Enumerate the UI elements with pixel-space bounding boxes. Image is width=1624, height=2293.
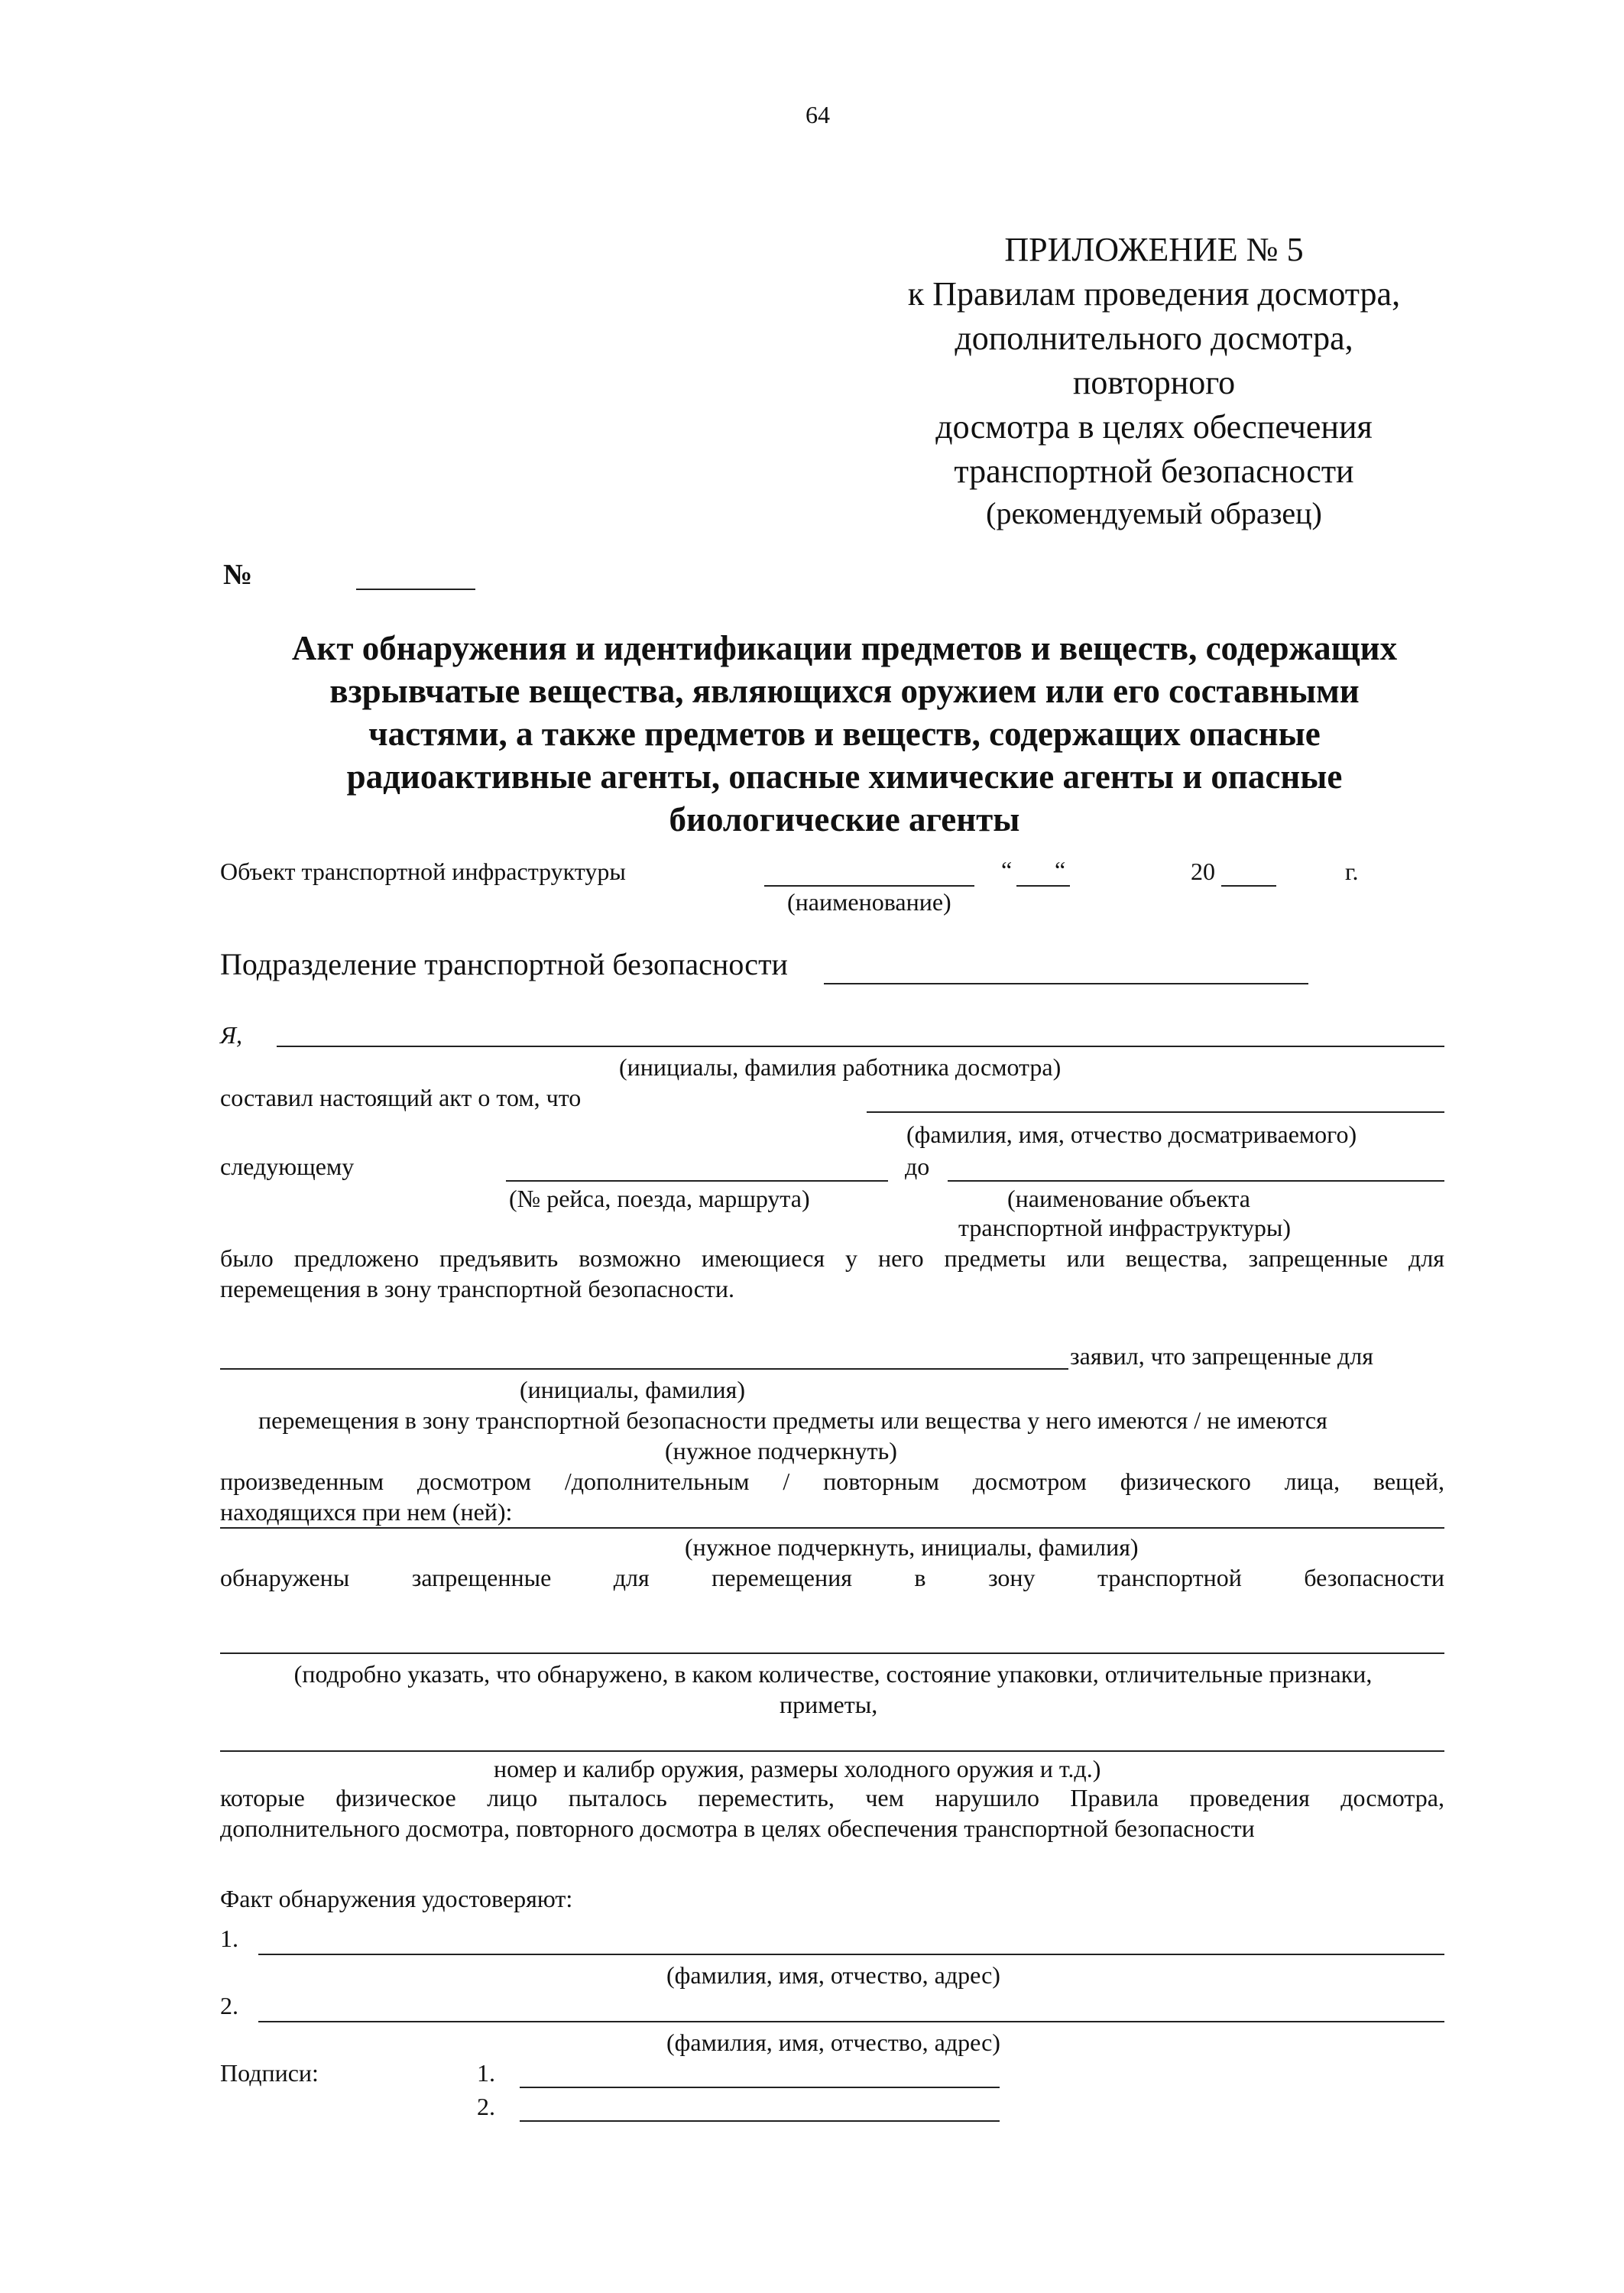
appendix-line-5: транспортной безопасности bbox=[954, 452, 1354, 490]
inspected-person-caption: (фамилия, имя, отчество досматриваемого) bbox=[906, 1121, 1357, 1148]
violation-line-2: дополнительного досмотра, повторного досмотра в целях обеспечения транспортной безопасности bbox=[220, 1815, 1255, 1842]
appendix-title: ПРИЛОЖЕНИЕ № 5 bbox=[1004, 231, 1304, 268]
signatures-label: Подписи: bbox=[220, 2059, 319, 2087]
word: досмотром bbox=[972, 1468, 1087, 1495]
word: для bbox=[613, 1564, 650, 1591]
word: лицо bbox=[487, 1784, 538, 1811]
word: нарушило bbox=[935, 1784, 1039, 1811]
word: вещества, bbox=[1125, 1244, 1228, 1272]
word: физического bbox=[1120, 1468, 1251, 1495]
signature-1-field[interactable] bbox=[520, 2087, 1000, 2088]
word: предложено bbox=[293, 1244, 420, 1272]
witness-2-caption: (фамилия, имя, отчество, адрес) bbox=[666, 2029, 1000, 2056]
word: транспортной bbox=[1097, 1564, 1242, 1591]
word: него bbox=[877, 1244, 924, 1272]
following-label: следующему bbox=[220, 1153, 355, 1180]
signature-1-number: 1. bbox=[477, 2059, 495, 2087]
quote-open: “ bbox=[1001, 856, 1013, 884]
word: было bbox=[220, 1244, 274, 1272]
word: которые bbox=[220, 1784, 305, 1811]
year-suffix: г. bbox=[1345, 858, 1359, 885]
compiled-label: составил настоящий акт о том, что bbox=[220, 1084, 582, 1111]
appendix-block bbox=[848, 228, 1460, 534]
word: у bbox=[845, 1244, 858, 1272]
quote-close: “ bbox=[1055, 856, 1066, 884]
word: чем bbox=[865, 1784, 904, 1811]
document-title bbox=[206, 627, 1483, 841]
declared-line-2: перемещения в зону транспортной безопасности предметы или вещества у него имеются / не имеются bbox=[258, 1406, 1327, 1434]
inspection-field[interactable] bbox=[220, 1527, 1444, 1529]
title-line-3: частями, а также предметов и веществ, содержащих опасные bbox=[368, 715, 1321, 753]
inspected-person-field[interactable] bbox=[867, 1111, 1444, 1113]
word: Правила bbox=[1070, 1784, 1159, 1811]
appendix-note: (рекомендуемый образец) bbox=[986, 496, 1322, 530]
witness-1-field[interactable] bbox=[258, 1954, 1444, 1955]
witness-1-number: 1. bbox=[220, 1925, 238, 1952]
flight-caption: (№ рейса, поезда, маршрута) bbox=[509, 1185, 810, 1212]
word: проведения bbox=[1189, 1784, 1310, 1811]
word: /дополнительным bbox=[564, 1468, 750, 1495]
witness-2-number: 2. bbox=[220, 1992, 238, 2019]
found-caption-1: (подробно указать, что обнаружено, в каком количестве, состояние упаковки, отличительные признаки, bbox=[293, 1660, 1373, 1688]
declared-text: заявил, что запрещенные для bbox=[1070, 1342, 1373, 1370]
number-field[interactable] bbox=[356, 589, 475, 590]
title-line-4: радиоактивные агенты, опасные химические агенты и опасные bbox=[346, 757, 1343, 796]
word: обнаружены bbox=[220, 1564, 350, 1591]
inspection-caption: (нужное подчеркнуть, инициалы, фамилия) bbox=[685, 1533, 1139, 1561]
division-field[interactable] bbox=[824, 983, 1308, 984]
word: для bbox=[1408, 1244, 1444, 1272]
inspector-caption: (инициалы, фамилия работника досмотра) bbox=[619, 1053, 1062, 1081]
declarant-field[interactable] bbox=[220, 1368, 1068, 1370]
destination-field[interactable] bbox=[948, 1180, 1444, 1182]
witness-2-field[interactable] bbox=[258, 2021, 1444, 2022]
word: вещей, bbox=[1373, 1468, 1444, 1495]
word: предметы bbox=[944, 1244, 1046, 1272]
year-field[interactable] bbox=[1221, 885, 1276, 887]
word: имеющиеся bbox=[701, 1244, 825, 1272]
title-line-2: взрывчатые вещества, являющихся оружием или его составными bbox=[329, 672, 1360, 710]
title-line-5: биологические агенты bbox=[669, 800, 1020, 838]
witness-1-caption: (фамилия, имя, отчество, адрес) bbox=[666, 1961, 1000, 1989]
word: досмотра, bbox=[1340, 1784, 1444, 1811]
inspector-name-field[interactable] bbox=[277, 1046, 1444, 1047]
proposed-line-1 bbox=[220, 1244, 1444, 1273]
flight-field[interactable] bbox=[506, 1180, 888, 1182]
word: зону bbox=[987, 1564, 1036, 1591]
destination-caption-2: транспортной инфраструктуры) bbox=[958, 1214, 1292, 1241]
word: пыталось bbox=[568, 1784, 667, 1811]
division-label: Подразделение транспортной безопасности bbox=[220, 947, 788, 981]
word: / bbox=[783, 1468, 790, 1495]
day-field[interactable] bbox=[1016, 885, 1070, 887]
word: запрещенные bbox=[1248, 1244, 1389, 1272]
witnesses-label: Факт обнаружения удостоверяют: bbox=[220, 1885, 573, 1912]
inspection-line-1 bbox=[220, 1468, 1444, 1496]
appendix-line-3: повторного bbox=[1072, 364, 1236, 401]
word: досмотром bbox=[417, 1468, 532, 1495]
year-prefix: 20 bbox=[1191, 858, 1215, 885]
word: или bbox=[1066, 1244, 1105, 1272]
inspection-line-2: находящихся при нем (ней): bbox=[220, 1498, 513, 1526]
appendix-line-2: дополнительного досмотра, bbox=[955, 319, 1353, 357]
appendix-line-1: к Правилам проведения досмотра, bbox=[907, 275, 1401, 313]
found-caption-3: номер и калибр оружия, размеры холодного оружия и т.д.) bbox=[494, 1755, 1101, 1782]
found-details-field-1[interactable] bbox=[220, 1652, 1444, 1654]
word: перемещения bbox=[712, 1564, 852, 1591]
word: повторным bbox=[823, 1468, 939, 1495]
ya-label: Я, bbox=[220, 1021, 243, 1049]
object-name-caption: (наименование) bbox=[787, 888, 951, 916]
to-label: до bbox=[905, 1153, 930, 1180]
word: физическое bbox=[335, 1784, 456, 1811]
appendix-line-4: досмотра в целях обеспечения bbox=[935, 408, 1373, 446]
word: лица, bbox=[1284, 1468, 1340, 1495]
object-label: Объект транспортной инфраструктуры bbox=[220, 858, 626, 885]
found-line-1 bbox=[220, 1564, 1444, 1592]
word: переместить, bbox=[698, 1784, 835, 1811]
page-number: 64 bbox=[806, 101, 830, 128]
declarant-caption: (инициалы, фамилия) bbox=[520, 1376, 746, 1403]
declared-caption-2: (нужное подчеркнуть) bbox=[665, 1437, 897, 1464]
word: безопасности bbox=[1304, 1564, 1444, 1591]
title-line-1: Акт обнаружения и идентификации предметов и веществ, содержащих bbox=[291, 629, 1398, 667]
proposed-line-2: перемещения в зону транспортной безопасности. bbox=[220, 1275, 734, 1302]
found-details-field-2[interactable] bbox=[220, 1750, 1444, 1752]
signature-2-field[interactable] bbox=[520, 2120, 1000, 2122]
object-name-field[interactable] bbox=[764, 885, 974, 887]
word: произведенным bbox=[220, 1468, 384, 1495]
word: предъявить bbox=[439, 1244, 559, 1272]
found-caption-2: приметы, bbox=[780, 1691, 878, 1718]
word: запрещенные bbox=[411, 1564, 552, 1591]
word: возможно bbox=[579, 1244, 681, 1272]
number-sign: № bbox=[223, 559, 253, 591]
signature-2-number: 2. bbox=[477, 2093, 495, 2120]
word: в bbox=[914, 1564, 926, 1591]
violation-line-1 bbox=[220, 1784, 1444, 1812]
destination-caption-1: (наименование объекта bbox=[1007, 1185, 1250, 1212]
